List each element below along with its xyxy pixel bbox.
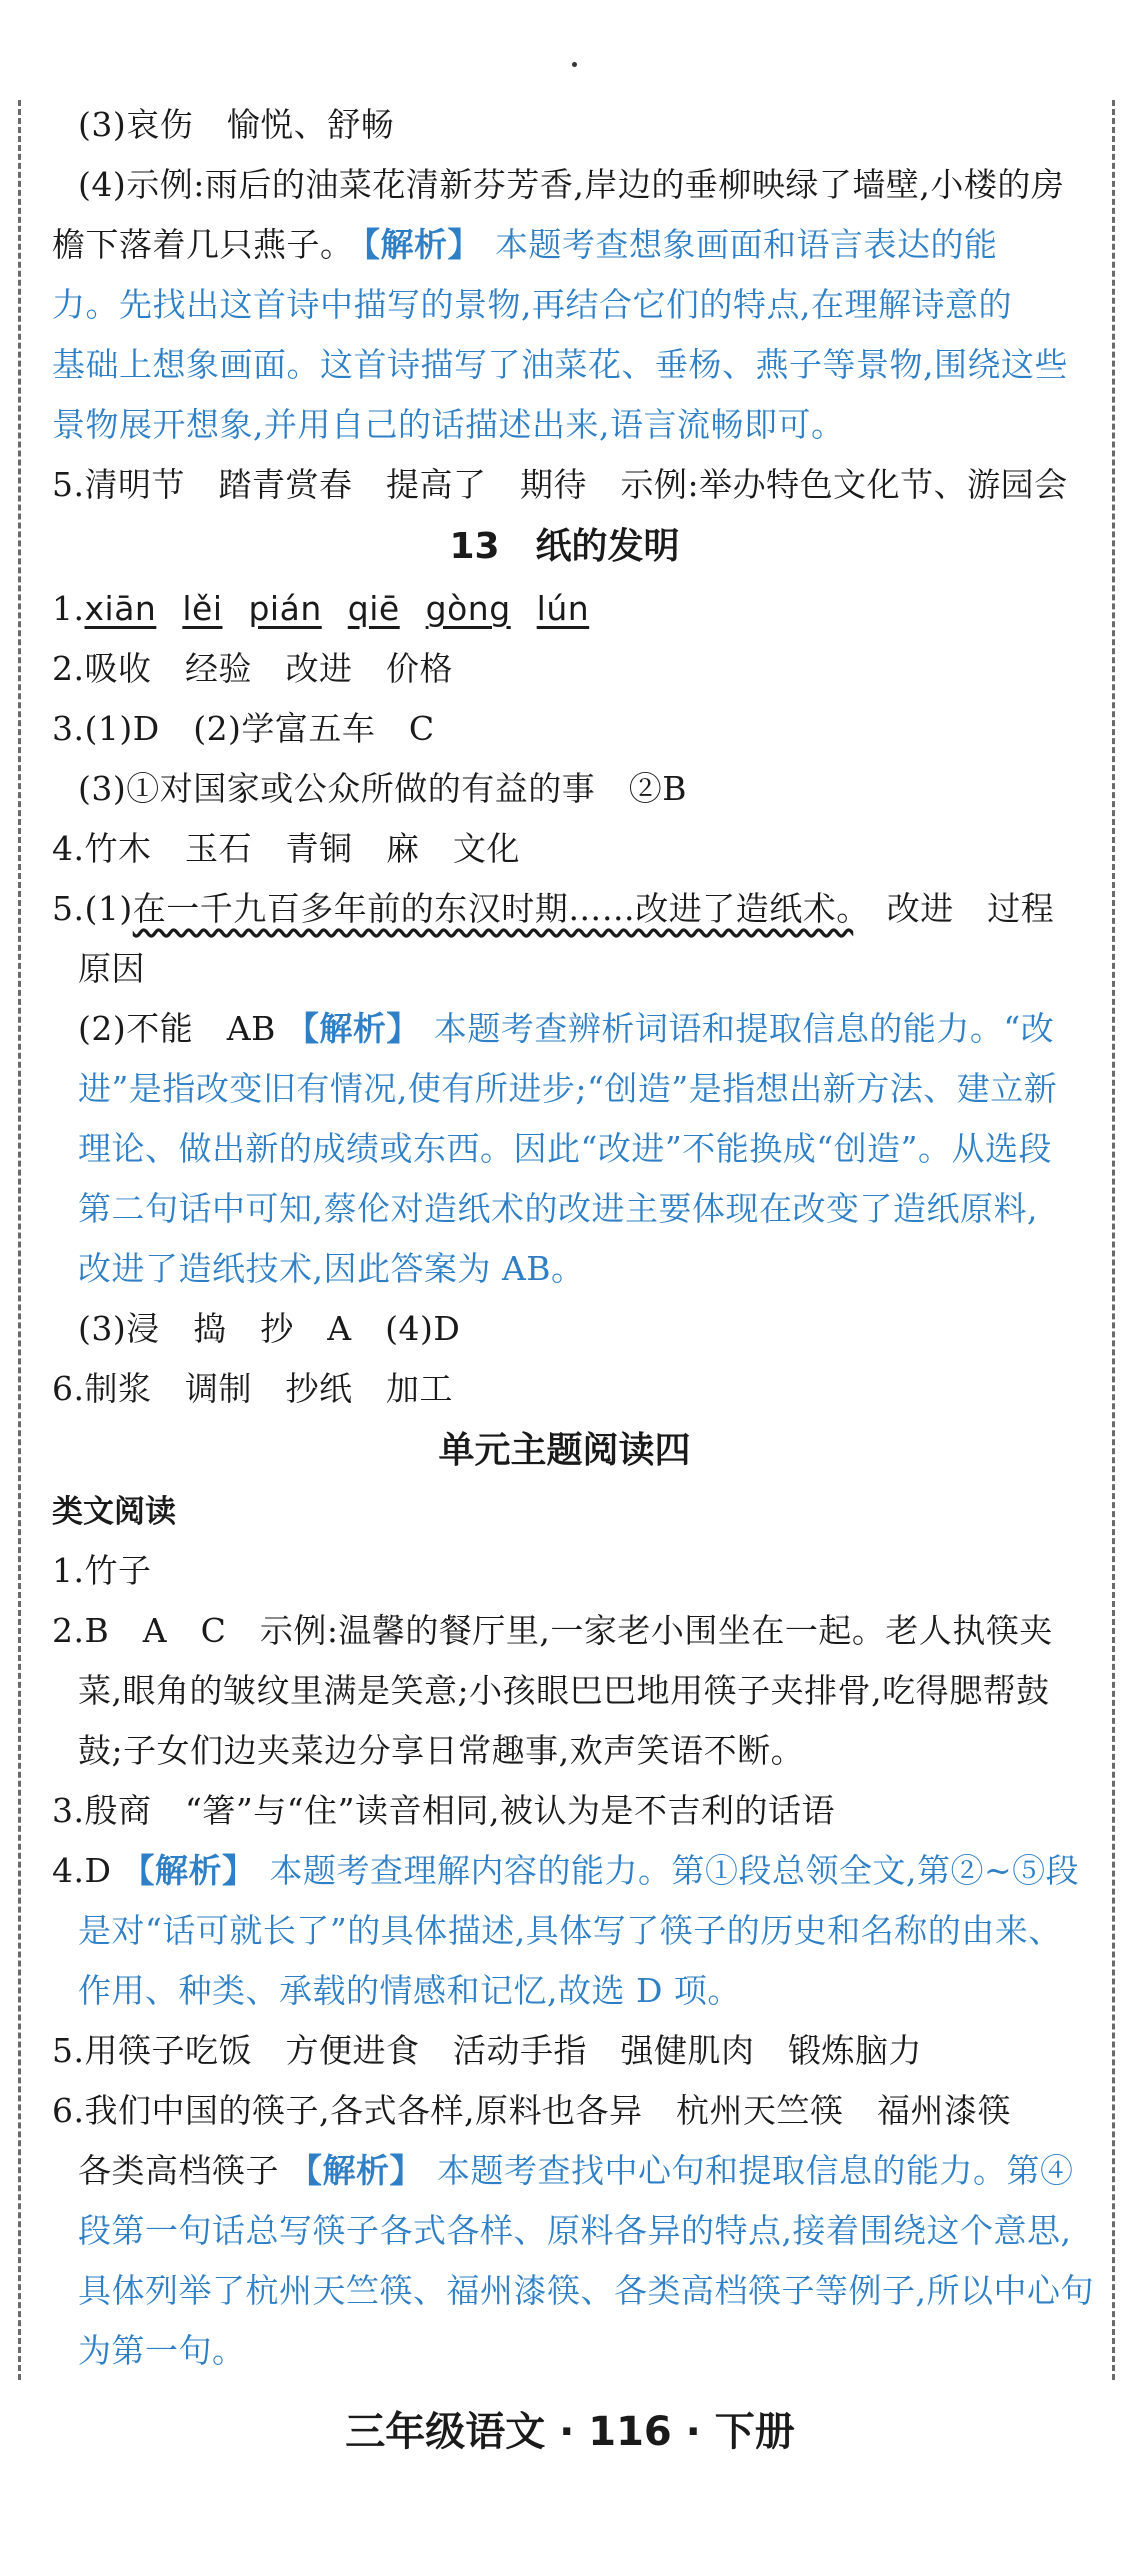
answer-text: 改进 过程 bbox=[853, 889, 1055, 928]
analysis-line: 改进了造纸技术,因此答案为 AB。 bbox=[78, 1249, 585, 1288]
top-dot-mark bbox=[572, 62, 577, 67]
analysis-line: 段第一句话总写筷子各式各样、原料各异的特点,接着围绕这个意思, bbox=[78, 2211, 1072, 2250]
answer-line: 6.我们中国的筷子,各式各样,原料也各异 杭州天竺筷 福州漆筷 bbox=[52, 2091, 1011, 2130]
pinyin-answer: xiān bbox=[84, 589, 157, 628]
pinyin-answer: gòng bbox=[425, 589, 511, 628]
question-number: 1. bbox=[52, 589, 85, 628]
answer-line: 1.竹子 bbox=[52, 1551, 152, 1590]
page-footer: 三年级语文 · 116 · 下册 bbox=[345, 2409, 795, 2455]
answer-text: 各类高档筷子 bbox=[78, 2151, 279, 2190]
answer-line: 3.殷商 “箸”与“住”读音相同,被认为是不吉利的话语 bbox=[52, 1791, 835, 1830]
analysis-line: 景物展开想象,并用自己的话描述出来,语言流畅即可。 bbox=[52, 405, 845, 444]
lesson-title: 13 纸的发明 bbox=[449, 526, 680, 567]
answer-line bbox=[52, 1841, 1080, 1901]
section-subheading: 类文阅读 bbox=[52, 1494, 176, 1530]
analysis-line: 进”是指改变旧有情况,使有所进步;“创造”是指想出新方法、建立新 bbox=[78, 1069, 1058, 1108]
analysis-text: 本题考查找中心句和提取信息的能力。第④ bbox=[437, 2151, 1074, 2190]
unit-title: 单元主题阅读四 bbox=[438, 1430, 691, 1471]
analysis-line: 理论、做出新的成绩或东西。因此“改进”不能换成“创造”。从选段 bbox=[78, 1129, 1052, 1168]
answer-text: 檐下落着几只燕子。 bbox=[52, 225, 354, 264]
analysis-line: 为第一句。 bbox=[78, 2331, 246, 2370]
answer-content bbox=[52, 95, 1094, 2381]
answer-line: 菜,眼角的皱纹里满是笑意;小孩眼巴巴地用筷子夹排骨,吃得腮帮鼓 bbox=[78, 1671, 1050, 1710]
pinyin-answer: lěi bbox=[182, 589, 223, 628]
analysis-text: 本题考查想象画面和语言表达的能 bbox=[495, 225, 998, 264]
answer-line: 鼓;子女们边夹菜边分享日常趣事,欢声笑语不断。 bbox=[78, 1731, 805, 1770]
pinyin-answer: pián bbox=[248, 589, 322, 628]
analysis-tag: 【解析】 bbox=[363, 225, 481, 264]
analysis-line: 是对“话可就长了”的具体描述,具体写了筷子的历史和名称的由来、 bbox=[78, 1911, 1062, 1950]
answer-text: (2)不能 AB bbox=[78, 1009, 276, 1048]
answer-line: (3)①对国家或公众所做的有益的事 ②B bbox=[78, 769, 687, 808]
right-cut-line bbox=[1112, 100, 1115, 2380]
answer-line bbox=[52, 2141, 1077, 2201]
answer-line: 4.竹木 玉石 青铜 麻 文化 bbox=[52, 829, 520, 868]
answer-line: (3)浸 捣 抄 A (4)D bbox=[78, 1309, 461, 1348]
analysis-tag: 【解析】 bbox=[285, 1009, 420, 1048]
analysis-text: 本题考查理解内容的能力。第①段总领全文,第②~⑤段 bbox=[269, 1851, 1080, 1890]
analysis-tag: 【解析】 bbox=[121, 1851, 256, 1890]
analysis-text: 本题考查辨析词语和提取信息的能力。“改 bbox=[433, 1009, 1055, 1048]
answer-line: (3)哀伤 愉悦、舒畅 bbox=[78, 105, 395, 144]
question-number: 5.(1) bbox=[52, 889, 133, 928]
answer-line bbox=[52, 999, 1077, 1059]
answer-text: 4.D bbox=[52, 1851, 112, 1890]
answer-line bbox=[52, 215, 1077, 275]
answer-line: 2.B A C 示例:温馨的餐厅里,一家老小围坐在一起。老人执筷夹 bbox=[52, 1611, 1053, 1650]
pinyin-answer-line bbox=[52, 579, 1077, 639]
analysis-line: 力。先找出这首诗中描写的景物,再结合它们的特点,在理解诗意的 bbox=[52, 285, 1012, 324]
answer-line: 5.清明节 踏青赏春 提高了 期待 示例:举办特色文化节、游园会 bbox=[52, 465, 1068, 504]
analysis-line: 具体列举了杭州天竺筷、福州漆筷、各类高档筷子等例子,所以中心句 bbox=[78, 2271, 1094, 2310]
answer-line: 3.(1)D (2)学富五车 C bbox=[52, 709, 435, 748]
answer-line: 原因 bbox=[78, 949, 145, 988]
answer-line: 6.制浆 调制 抄纸 加工 bbox=[52, 1369, 453, 1408]
analysis-line: 基础上想象画面。这首诗描写了油菜花、垂杨、燕子等景物,围绕这些 bbox=[52, 345, 1068, 384]
answer-line bbox=[52, 879, 1077, 939]
left-cut-line bbox=[18, 100, 21, 2380]
answer-line: (4)示例:雨后的油菜花清新芬芳香,岸边的垂柳映绿了墙壁,小楼的房 bbox=[78, 165, 1065, 204]
analysis-line: 作用、种类、承载的情感和记忆,故选 D 项。 bbox=[78, 1971, 741, 2010]
pinyin-answer: lún bbox=[536, 589, 590, 628]
analysis-tag: 【解析】 bbox=[289, 2151, 423, 2190]
wavy-underlined-sentence: 在一千九百多年前的东汉时期……改进了造纸术。 bbox=[132, 889, 854, 928]
analysis-line: 第二句话中可知,蔡伦对造纸术的改进主要体现在改变了造纸原料, bbox=[78, 1189, 1038, 1228]
pinyin-answer: qiē bbox=[347, 589, 400, 628]
answer-line: 2.吸收 经验 改进 价格 bbox=[52, 649, 453, 688]
answer-line: 5.用筷子吃饭 方便进食 活动手指 强健肌肉 锻炼脑力 bbox=[52, 2031, 922, 2070]
